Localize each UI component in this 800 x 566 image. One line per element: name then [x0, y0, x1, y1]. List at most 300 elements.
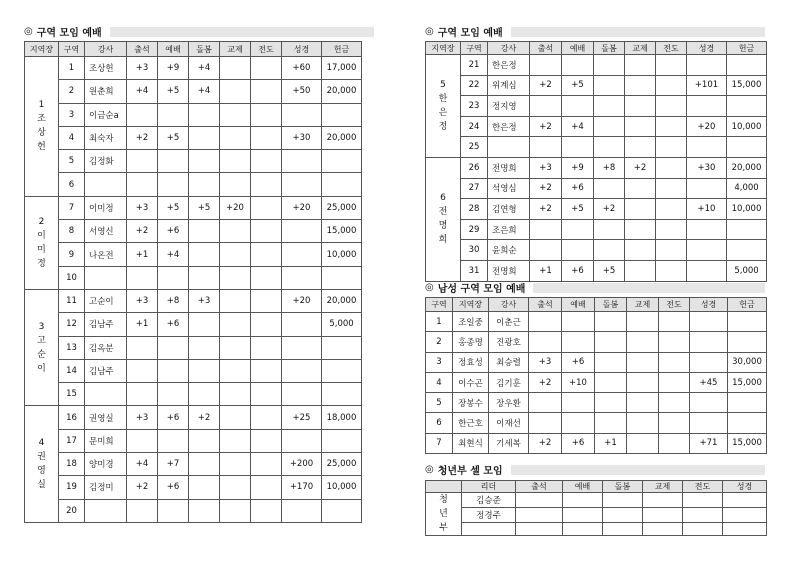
group-label-char: 고 [37, 335, 46, 346]
cell-bib [282, 150, 322, 173]
table-row [25, 80, 362, 103]
title-bar [110, 27, 374, 37]
table-row [426, 372, 767, 392]
group-label [426, 157, 461, 281]
cell-bib [282, 359, 322, 382]
cell-fel [220, 80, 251, 103]
cell-fel [625, 240, 656, 261]
cell-evan [251, 243, 282, 266]
cell-care: +5 [189, 196, 220, 219]
table-row [25, 196, 362, 219]
column-header: 교제 [643, 481, 683, 493]
cell-att [516, 508, 563, 523]
cell-bib [690, 332, 728, 352]
cell-off [728, 312, 767, 332]
cell-att: +3 [127, 196, 158, 219]
cell-bib: +30 [282, 126, 322, 149]
teacher-name: 조은희 [488, 219, 530, 240]
table-row [25, 499, 362, 522]
cell-att [529, 332, 562, 352]
group-label-char: 권 [37, 452, 46, 463]
group-label-char: 이 [37, 363, 46, 374]
cell-bib: +45 [690, 372, 728, 392]
table-row [25, 359, 362, 382]
cell-bib: +71 [690, 433, 728, 453]
column-header: 성경 [282, 42, 322, 57]
cell-no: 6 [426, 413, 453, 433]
cell-evan [251, 499, 282, 522]
teacher-name: 문미희 [85, 429, 127, 452]
table-row [25, 453, 362, 476]
cell-fel [625, 116, 656, 137]
teacher-name [85, 266, 127, 289]
cell-care [189, 103, 220, 126]
cell-care [189, 150, 220, 173]
group-label-char: 5 [440, 79, 446, 90]
cell-care: +4 [189, 80, 220, 103]
group-label-char: 3 [38, 321, 45, 332]
cell-fel [625, 75, 656, 96]
cell-fel [627, 372, 659, 392]
group-label-char: 상 [37, 128, 46, 139]
cell-bib [687, 219, 727, 240]
cell-off [322, 429, 362, 452]
cell-bib: +200 [282, 453, 322, 476]
cell-wor: +5 [158, 126, 189, 149]
cell-evan [251, 359, 282, 382]
cell-care: +8 [594, 157, 625, 178]
cell-bib [282, 313, 322, 336]
cell-bib [282, 103, 322, 126]
cell-off: 18,000 [322, 406, 362, 429]
cell-fel [220, 57, 251, 80]
group-label-char: 희 [438, 235, 448, 246]
cell-off: 15,000 [727, 75, 767, 96]
cell-att: +2 [127, 126, 158, 149]
cell-wor [562, 219, 594, 240]
cell-att: +2 [530, 116, 562, 137]
cell-care [189, 243, 220, 266]
cell-fel [220, 406, 251, 429]
teacher-name: 김남주 [85, 359, 127, 382]
cell-att [530, 55, 562, 76]
column-header: 전도 [683, 481, 723, 493]
cell-bib [687, 240, 727, 261]
youth-cell-table [425, 480, 767, 536]
cell-off: 10,000 [322, 476, 362, 499]
cell-evan [251, 313, 282, 336]
cell-fel [220, 103, 251, 126]
table-row [25, 220, 362, 243]
cell-evan [656, 75, 687, 96]
zone-number: 22 [461, 75, 488, 96]
table-row [25, 336, 362, 359]
cell-evan [251, 266, 282, 289]
table-row [426, 393, 767, 413]
group-label-char: 은 [438, 107, 448, 118]
cell-fel: +20 [220, 196, 251, 219]
cell-evan [656, 116, 687, 137]
cell-off [727, 219, 767, 240]
cell-care [189, 429, 220, 452]
teacher-name: 원춘희 [85, 80, 127, 103]
group-label-char: 영 [37, 466, 46, 477]
group-label-char: 4 [38, 438, 45, 449]
cell-att: +1 [127, 313, 158, 336]
cell-fel [220, 453, 251, 476]
cell-bib [687, 137, 727, 158]
cell-fel [627, 413, 659, 433]
cell-att [127, 359, 158, 382]
cell-care [594, 219, 625, 240]
column-header: 헌금 [728, 298, 767, 312]
group-label-char: 헌 [37, 142, 46, 153]
cell-wor: +6 [562, 352, 595, 372]
cell-bib [282, 220, 322, 243]
cell-att: +2 [529, 372, 562, 392]
table-row [426, 116, 767, 137]
cell-care [189, 453, 220, 476]
cell-evan [251, 406, 282, 429]
cell-wor: +6 [158, 406, 189, 429]
column-header: 돌봄 [594, 42, 625, 55]
double-circle-icon: ◎ [425, 26, 434, 37]
cell-wor: +6 [562, 433, 595, 453]
cell-evan [656, 240, 687, 261]
cell-care [594, 240, 625, 261]
cell-off: 15,000 [728, 433, 767, 453]
right-title-text: 구역 모임 예배 [437, 28, 503, 39]
zone-number: 5 [59, 150, 85, 173]
cell-att: +1 [530, 260, 562, 281]
cell-teacher: 진광호 [489, 332, 529, 352]
cell-att [127, 266, 158, 289]
cell-evan [659, 393, 690, 413]
cell-bib [282, 429, 322, 452]
zone-number: 13 [59, 336, 85, 359]
cell-off [728, 413, 767, 433]
column-header: 헌금 [322, 42, 362, 57]
cell-wor [562, 55, 594, 76]
zone-number: 23 [461, 96, 488, 117]
header-row [25, 42, 362, 57]
cell-evan [656, 137, 687, 158]
table-row [426, 137, 767, 158]
cell-off [322, 359, 362, 382]
cell-bib [687, 178, 727, 199]
column-header: 전도 [656, 42, 687, 55]
cell-evan [656, 260, 687, 281]
cell-bib: +101 [687, 75, 727, 96]
column-header: 전도 [251, 42, 282, 57]
cell-att [530, 137, 562, 158]
cell-off: 10,000 [727, 199, 767, 220]
cell-no: 3 [426, 352, 453, 372]
table-row [426, 157, 767, 178]
cell-fel [220, 313, 251, 336]
cell-care: +1 [595, 433, 627, 453]
cell-leader: 정경주 [462, 508, 516, 523]
cell-bib: +30 [687, 157, 727, 178]
zone-number: 24 [461, 116, 488, 137]
cell-wor [158, 150, 189, 173]
table-row [25, 103, 362, 126]
cell-bib [282, 266, 322, 289]
column-header: 돌봄 [595, 298, 627, 312]
column-header: 돌봄 [189, 42, 220, 57]
cell-att: +3 [127, 289, 158, 312]
zone-number: 20 [59, 499, 85, 522]
cell-att: +2 [530, 178, 562, 199]
cell-off [727, 96, 767, 117]
cell-care [594, 55, 625, 76]
cell-evan [659, 332, 690, 352]
cell-wor: +4 [562, 116, 594, 137]
cell-fel [625, 55, 656, 76]
cell-off [728, 332, 767, 352]
table-row [25, 57, 362, 80]
cell-att: +2 [529, 433, 562, 453]
cell-care [594, 137, 625, 158]
cell-off: 20,000 [727, 157, 767, 178]
header-row [426, 42, 767, 55]
column-header: 구역 [461, 42, 488, 55]
cell-teacher: 이춘근 [489, 312, 529, 332]
cell-bib [690, 413, 728, 433]
table-row [25, 150, 362, 173]
table-row [25, 126, 362, 149]
group-label-char: 정 [37, 258, 46, 269]
zone-number: 17 [59, 429, 85, 452]
cell-wor [562, 393, 595, 413]
cell-evan [656, 55, 687, 76]
teacher-name: 최숙자 [85, 126, 127, 149]
cell-no: 2 [426, 332, 453, 352]
teacher-name: 김옥분 [85, 336, 127, 359]
cell-evan [251, 476, 282, 499]
cell-care [189, 476, 220, 499]
cell-fel [220, 359, 251, 382]
header-corner [426, 481, 462, 493]
cell-att: +3 [530, 157, 562, 178]
double-circle-icon: ◎ [24, 26, 33, 37]
cell-empty [563, 523, 603, 536]
cell-bib: +20 [687, 116, 727, 137]
cell-att [516, 493, 563, 508]
cell-fel [220, 243, 251, 266]
cell-care: +3 [189, 289, 220, 312]
teacher-name: 전명희 [488, 157, 530, 178]
cell-wor [562, 413, 595, 433]
table-row [426, 493, 767, 508]
cell-off: 5,000 [727, 260, 767, 281]
cell-att [529, 312, 562, 332]
cell-bib: +20 [282, 289, 322, 312]
cell-evan [251, 173, 282, 196]
cell-care [189, 266, 220, 289]
double-circle-icon: ◎ [425, 282, 434, 293]
table-row [426, 240, 767, 261]
cell-fel [220, 150, 251, 173]
cell-off: 10,000 [727, 116, 767, 137]
group-label [25, 406, 59, 522]
column-header: 교제 [627, 298, 659, 312]
cell-leader: 조일중 [453, 312, 489, 332]
cell-evan [659, 352, 690, 372]
column-header: 돌봄 [603, 481, 643, 493]
zone-number: 28 [461, 199, 488, 220]
cell-att [127, 336, 158, 359]
cell-att: +4 [127, 453, 158, 476]
teacher-name: 양미경 [85, 453, 127, 476]
cell-evan [656, 199, 687, 220]
men-title-text: 남성 구역 모임 예배 [437, 284, 526, 295]
cell-bib [687, 55, 727, 76]
group-label-char: 6 [440, 193, 446, 204]
table-row [25, 429, 362, 452]
cell-empty [462, 523, 516, 536]
cell-off: 17,000 [322, 57, 362, 80]
table-row [426, 260, 767, 281]
zone-number: 26 [461, 157, 488, 178]
table-row [426, 178, 767, 199]
cell-off [322, 103, 362, 126]
men-section-title [425, 281, 765, 294]
cell-fel [625, 178, 656, 199]
cell-bib: +20 [282, 196, 322, 219]
column-header: 성경 [723, 481, 767, 493]
title-bar [511, 27, 765, 37]
cell-teacher: 김기훈 [489, 372, 529, 392]
cell-off: 20,000 [322, 126, 362, 149]
cell-fel [627, 332, 659, 352]
group-label-char: 실 [37, 480, 46, 491]
cell-care [595, 413, 627, 433]
cell-evan [251, 57, 282, 80]
column-header: 예배 [562, 42, 594, 55]
table-row [25, 289, 362, 312]
cell-wor: +5 [562, 75, 594, 96]
cell-bib [282, 243, 322, 266]
left-title-text: 구역 모임 예배 [36, 28, 102, 39]
cell-att: +2 [127, 220, 158, 243]
cell-fel [220, 289, 251, 312]
zone-number: 2 [59, 80, 85, 103]
cell-wor: +6 [562, 260, 594, 281]
cell-empty [723, 523, 767, 536]
cell-wor [158, 383, 189, 406]
cell-evan [659, 372, 690, 392]
cell-att [529, 413, 562, 433]
table-row [25, 406, 362, 429]
cell-att: +2 [530, 199, 562, 220]
cell-wor: +4 [158, 243, 189, 266]
cell-wor: +7 [158, 453, 189, 476]
group-label-char: 이 [37, 230, 46, 241]
right-zone-table [425, 41, 767, 282]
cell-empty [643, 523, 683, 536]
group-label [25, 196, 59, 289]
group-label [25, 57, 59, 197]
cell-teacher: 기세복 [489, 433, 529, 453]
cell-care [595, 332, 627, 352]
table-row [426, 433, 767, 453]
column-header: 성경 [690, 298, 728, 312]
teacher-name: 석영심 [488, 178, 530, 199]
zone-number: 7 [59, 196, 85, 219]
group-label-char: 정 [438, 121, 448, 132]
column-header: 강사 [489, 298, 529, 312]
cell-care [189, 126, 220, 149]
cell-fel [220, 266, 251, 289]
table-row [25, 476, 362, 499]
table-row [25, 243, 362, 266]
cell-leader: 김승준 [462, 493, 516, 508]
cell-bib [723, 508, 767, 523]
zone-number: 30 [461, 240, 488, 261]
cell-evan [659, 312, 690, 332]
teacher-name: 김연형 [488, 199, 530, 220]
cell-fel [220, 476, 251, 499]
cell-bib [690, 393, 728, 413]
youth-section-title [425, 463, 765, 476]
group-label-char: 2 [38, 216, 45, 227]
cell-off [322, 383, 362, 406]
teacher-name: 서영신 [85, 220, 127, 243]
cell-evan [251, 453, 282, 476]
teacher-name: 권영실 [85, 406, 127, 429]
cell-att: +3 [127, 57, 158, 80]
group-label [25, 289, 59, 405]
cell-att [530, 240, 562, 261]
zone-number: 19 [59, 476, 85, 499]
title-bar [533, 283, 765, 293]
zone-number: 21 [461, 55, 488, 76]
teacher-name: 이금순a [85, 103, 127, 126]
cell-att [530, 96, 562, 117]
zone-number: 29 [461, 219, 488, 240]
cell-fel [220, 499, 251, 522]
cell-wor: +10 [562, 372, 595, 392]
column-header: 리더 [462, 481, 516, 493]
cell-evan [683, 493, 723, 508]
cell-wor [158, 336, 189, 359]
cell-fel [220, 336, 251, 359]
cell-off [322, 150, 362, 173]
cell-wor [563, 508, 603, 523]
cell-att [127, 103, 158, 126]
double-circle-icon: ◎ [425, 464, 434, 475]
column-header: 예배 [562, 298, 595, 312]
header-row [426, 481, 767, 493]
cell-att [127, 173, 158, 196]
cell-bib [282, 336, 322, 359]
zone-number: 31 [461, 260, 488, 281]
cell-care: +4 [189, 57, 220, 80]
cell-care: +2 [189, 406, 220, 429]
cell-evan [656, 178, 687, 199]
cell-care [189, 220, 220, 243]
cell-care [189, 499, 220, 522]
teacher-name: 위계심 [488, 75, 530, 96]
group-label-char: 1 [38, 100, 45, 111]
column-header: 강사 [488, 42, 530, 55]
teacher-name: 한은정 [488, 116, 530, 137]
table-row [426, 508, 767, 523]
cell-bib: +25 [282, 406, 322, 429]
cell-off [728, 393, 767, 413]
cell-bib [690, 312, 728, 332]
